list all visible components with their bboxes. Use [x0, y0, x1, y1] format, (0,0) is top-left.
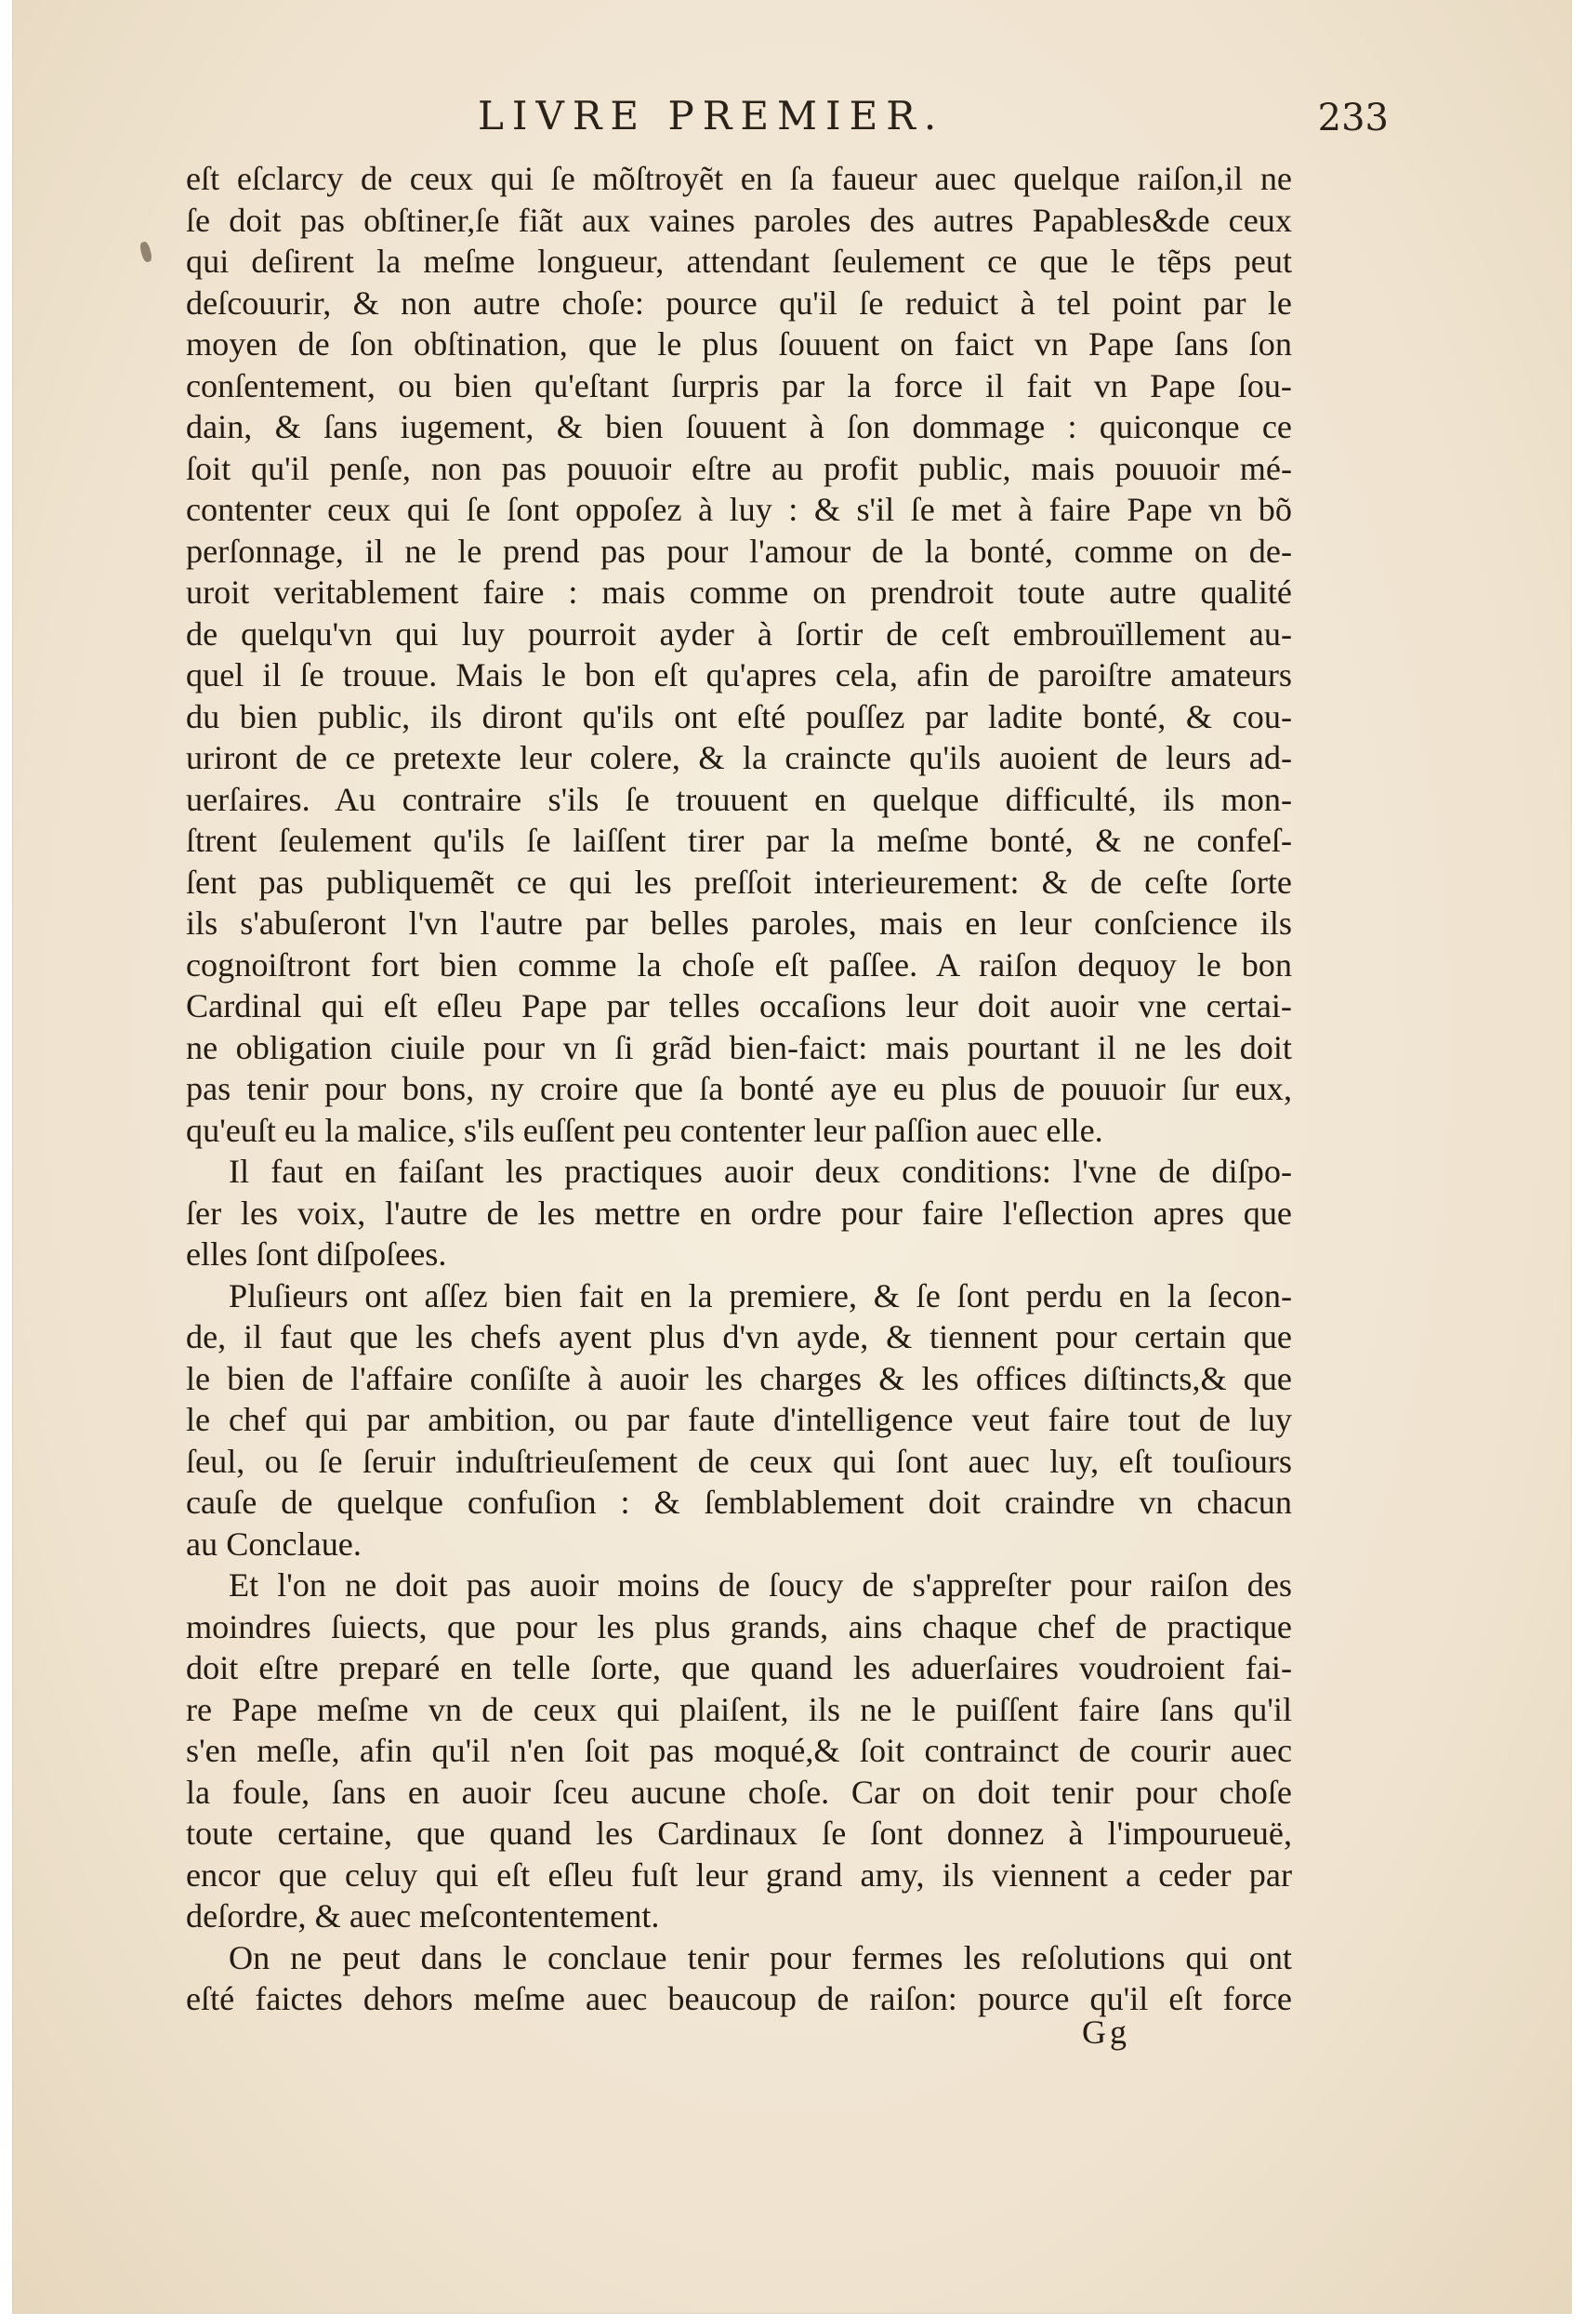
text-line: la foule, ſans en auoir ſceu aucune choſe. Car on doit tenir pour choſe: [186, 1773, 1292, 1811]
text-line: elles ſont diſpoſees.: [186, 1235, 447, 1273]
running-head: LIVRE PREMIER.: [478, 93, 945, 139]
text-line: re Pape meſme vn de ceux qui plaiſent, ils ne le puiſſent faire ſans qu'il: [186, 1690, 1292, 1728]
ink-mark: [138, 241, 152, 263]
text-line: au Conclaue.: [186, 1525, 362, 1563]
text-line: ſer les voix, l'autre de les mettre en ordre pour faire l'eſlection apres que: [186, 1194, 1292, 1232]
text-line: du bien public, ils diront qu'ils ont eſté pouſſez par ladite bonté, & cou-: [186, 697, 1292, 735]
text-line: encor que celuy qui eſt eſleu fuſt leur grand amy, ils viennent a ceder par: [186, 1855, 1292, 1894]
text-line: le bien de l'affaire conſiſte à auoir les charges & les offices diſtincts,& que: [186, 1359, 1292, 1397]
text-line: uriront de ce pretexte leur colere, & la craincte qu'ils auoient de leurs ad-: [186, 739, 1292, 776]
text-line: toute certaine, que quand les Cardinaux ſe ſont donnez à l'impourueuë,: [186, 1815, 1292, 1852]
text-line: ils s'abuſeront l'vn l'autre par belles paroles, mais en leur conſcience ils: [186, 905, 1292, 942]
text-line: qu'euſt eu la malice, s'ils euſſent peu contenter leur paſſion auec elle.: [186, 1111, 1103, 1149]
text-line: moindres ſuiects, que pour les plus grands, ains chaque chef de practique: [186, 1607, 1292, 1645]
body-text: [186, 158, 1292, 2020]
text-line: ſent pas publiquemẽt ce qui les preſſoit interieurement: & de ceſte ſorte: [186, 863, 1292, 901]
text-line: eſt eſclarcy de ceux qui ſe mõſtroyẽt en ſa faueur auec quelque raiſon,il ne: [186, 160, 1292, 197]
text-line: de quelqu'vn qui luy pourroit ayder à ſortir de ceſt embrouïllement au-: [186, 614, 1292, 653]
signature-mark: Gg: [1082, 2014, 1130, 2051]
text-line: s'en meſle, afin qu'il n'en ſoit pas moqué,& ſoit contrainct de courir auec: [186, 1732, 1292, 1769]
text-line: deſcouurir, & non autre choſe: pource qu'il ſe reduict à tel point par le: [186, 284, 1292, 322]
text-line: deſordre, & auec meſcontentement.: [186, 1897, 660, 1934]
text-line: perſonnage, il ne le prend pas pour l'amour de la bonté, comme on de-: [186, 532, 1292, 570]
text-line: de, il faut que les chefs ayent plus d'vn ayde, & tiennent pour certain que: [186, 1318, 1292, 1355]
text-line: Pluſieurs ont aſſez bien fait en la premiere, & ſe ſont perdu en la ſecon-: [229, 1276, 1292, 1314]
book-page: [13, 0, 1571, 2313]
text-line: Cardinal qui eſt eſleu Pape par telles occaſions leur doit auoir vne certai-: [186, 987, 1292, 1024]
text-line: ſtrent ſeulement qu'ils ſe laiſſent tirer par la meſme bonté, & ne confeſ-: [186, 822, 1292, 859]
text-line: eſté faictes dehors meſme auec beaucoup de raiſon: pource qu'il eſt force: [186, 1980, 1292, 2017]
text-line: doit eſtre preparé en telle ſorte, que quand les aduerſaires voudroient fai-: [186, 1649, 1292, 1686]
text-line: contenter ceux qui ſe ſont oppoſez à luy : & s'il ſe met à faire Pape vn bõ: [186, 491, 1292, 528]
text-line: dain, & ſans iugement, & bien ſouuent à ſon dommage : quiconque ce: [186, 408, 1292, 445]
text-line: ſoit qu'il penſe, non pas pouuoir eſtre au profit public, mais pouuoir mé-: [186, 449, 1292, 487]
page-number: 233: [1317, 97, 1389, 139]
page-header: [450, 93, 1389, 149]
text-line: Il faut en faiſant les practiques auoir deux conditions: l'vne de diſpo-: [229, 1153, 1292, 1190]
text-line: quel il ſe trouue. Mais le bon eſt qu'apres cela, afin de paroiſtre amateurs: [186, 656, 1292, 693]
text-line: qui deſirent la meſme longueur, attendant ſeulement ce que le tẽps peut: [186, 243, 1292, 280]
text-line: ſe doit pas obſtiner,ſe fiãt aux vaines paroles des autres Papables&de ceux: [186, 201, 1292, 239]
text-line: On ne peut dans le conclaue tenir pour fermes les reſolutions qui ont: [229, 1938, 1292, 1976]
text-line: conſentement, ou bien qu'eſtant ſurpris par la force il fait vn Pape ſou-: [186, 366, 1292, 404]
text-line: moyen de ſon obſtination, que le plus ſouuent on faict vn Pape ſans ſon: [186, 325, 1292, 363]
text-line: ſeul, ou ſe ſeruir induſtrieuſement de ceux qui ſont auec luy, eſt touſiours: [186, 1442, 1292, 1480]
text-line: Et l'on ne doit pas auoir moins de ſoucy de s'appreſter pour raiſon des: [229, 1566, 1292, 1604]
text-line: cauſe de quelque confuſion : & ſemblablement doit craindre vn chacun: [186, 1484, 1292, 1521]
text-line: le chef qui par ambition, ou par faute d'intelligence veut faire tout de luy: [186, 1401, 1292, 1438]
text-line: uroit veritablement faire : mais comme on prendroit toute autre qualité: [186, 574, 1292, 611]
text-line: pas tenir pour bons, ny croire que ſa bonté aye eu plus de pouuoir ſur eux,: [186, 1070, 1292, 1107]
text-line: ne obligation ciuile pour vn ſi grãd bien-faict: mais pourtant il ne les doit: [186, 1028, 1292, 1066]
text-line: cognoiſtront fort bien comme la choſe eſt paſſee. A raiſon dequoy le bon: [186, 945, 1292, 984]
text-line: uerſaires. Au contraire s'ils ſe trouuent en quelque difficulté, ils mon-: [186, 780, 1292, 818]
